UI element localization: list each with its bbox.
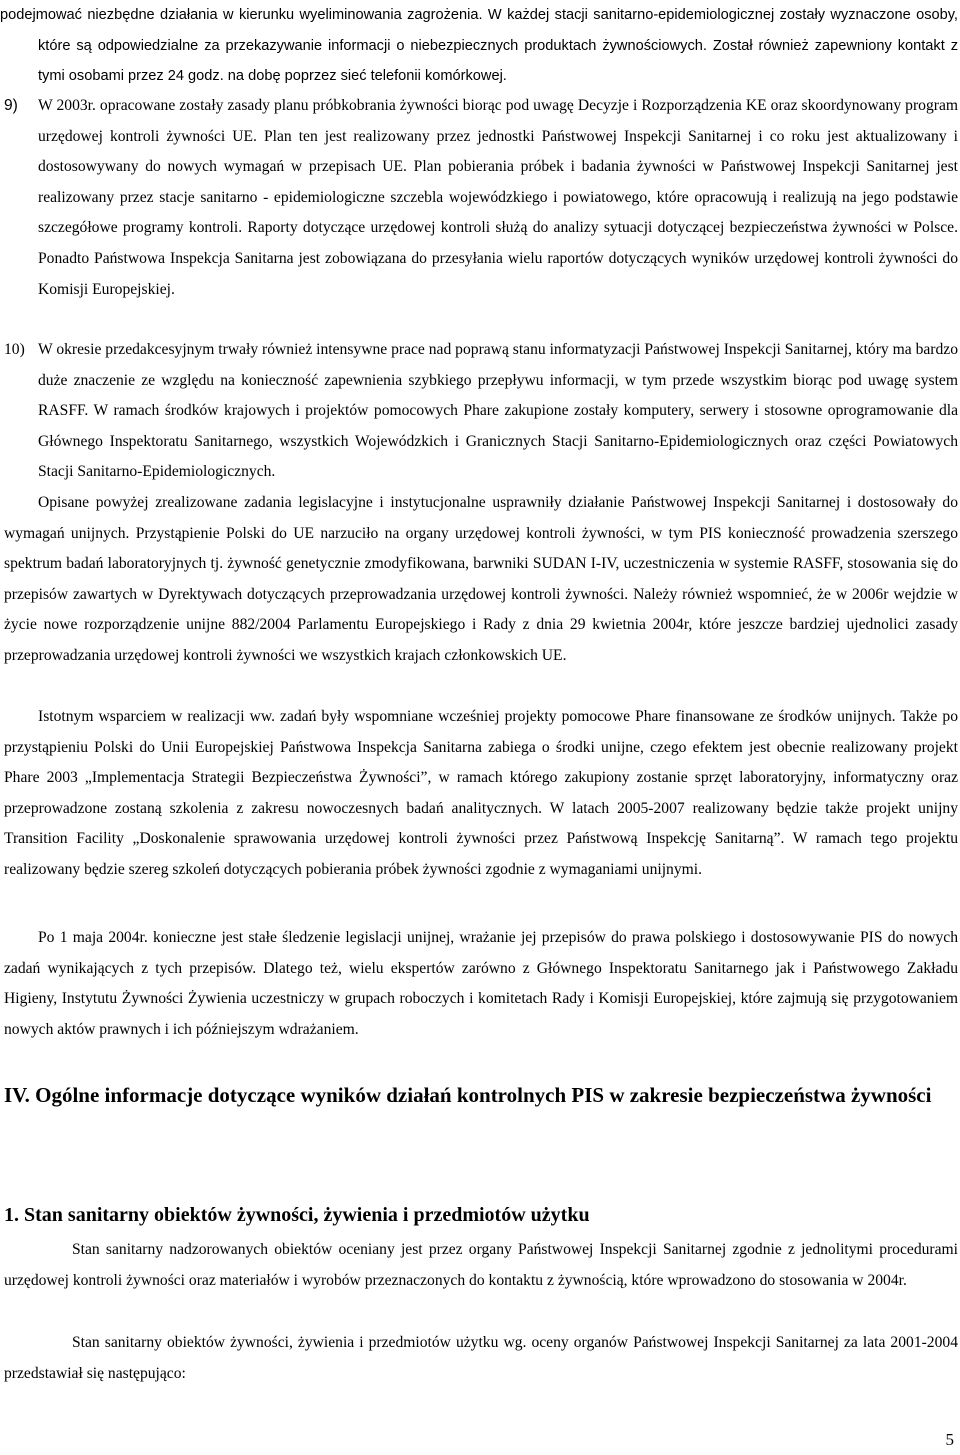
body-paragraph: Stan sanitarny obiektów żywności, żywienia i przedmiotów użytku wg. oceny organów Państwowej Inspekcji Sanitarnej za lata 2001-2004 przedstawiał się następująco: [4, 1334, 958, 1382]
section-heading: IV. Ogólne informacje dotyczące wyników działań kontrolnych PIS w zakresie bezpieczeństwa żywności [4, 1083, 932, 1107]
list-item-number: 9) [4, 97, 18, 114]
subsection-heading: 1. Stan sanitarny obiektów żywności, żywienia i przedmiotów użytku [4, 1204, 590, 1226]
body-paragraph: Opisane powyżej zrealizowane zadania legislacyjne i instytucjonalne usprawniły działanie Państwowej Inspekcji Sanitarnej i dostosowały do wymagań unijnych. Przystąpienie Polski do UE narzuciło na organy urzędowej kontroli żywności, w tym PIS konieczność prowadzenia szerszego spektrum badań laboratoryjnych tj. żywność genetycznie zmodyfikowana, barwniki SUDAN I-IV, uczestniczenia w systemie RASFF, stosowania się do przepisów zawartych w Dyrektywach dotyczących przeprowadzania urzędowej kontroli żywności. Należy również wspomnieć, że w 2006r wejdzie w życie nowe rozporządzenie unijne 882/2004 Parlamentu Europejskiego i Rady z dnia 29 kwietnia 2004r, które jeszcze bardziej ujednolici zasady przeprowadzania urzędowej kontroli żywności we wszystkich krajach członkowskich UE. [4, 494, 958, 664]
paragraph-continuation: podejmować niezbędne działania w kierunku wyeliminowania zagrożenia. W każdej stacji sanitarno-epidemiologicznej zostały wyznaczone osoby, które są odpowiedzialne za przekazywanie informacji o niebezpiecznych produktach żywnościowych. Został również zapewniony kontakt z tymi osobami przez 24 godz. na dobę poprzez sieć telefonii komórkowej. [0, 7, 958, 85]
list-item-text: W okresie przedakcesyjnym trwały również intensywne prace nad poprawą stanu informatyzacji Państwowej Inspekcji Sanitarnej, który ma bardzo duże znaczenie ze względu na konieczność zapewnienia szybkiego przepływu informacji, w tym przede wszystkim biorąc pod uwagę system RASFF. W ramach środków krajowych i projektów pomocowych Phare zakupione zostały komputery, serwery i stosowne oprogramowanie dla Głównego Inspektoratu Sanitarnego, wszystkich Wojewódzkich i Granicznych Stacji Sanitarno-Epidemiologicznych oraz części Powiatowych Stacji Sanitarno-Epidemiologicznych. [38, 341, 958, 481]
body-paragraph: Stan sanitarny nadzorowanych obiektów oceniany jest przez organy Państwowej Inspekcji Sanitarnej zgodnie z jednolitymi procedurami urzędowej kontroli żywności oraz materiałów i wyrobów przeznaczonych do kontaktu z żywnością, które wprowadzono do stosowania w 2004r. [4, 1241, 958, 1289]
list-item-text: W 2003r. opracowane zostały zasady planu próbkobrania żywności biorąc pod uwagę Decyzje i Rozporządzenia KE oraz skoordynowany program urzędowej kontroli żywności UE. Plan ten jest realizowany przez jednostki Państwowej Inspekcji Sanitarnej i co roku jest aktualizowany i dostosowywany do nowych wymagań w przepisach UE. Plan pobierania próbek i badania żywności w Państwowej Inspekcji Sanitarnej jest realizowany przez stacje sanitarno - epidemiologiczne szczebla wojewódzkiego i powiatowego, które opracowują i realizują na jego podstawie szczegółowe programy kontroli. Raporty dotyczące urzędowej kontroli służą do analizy sytuacji dotyczącej bezpieczeństwa żywności w Polsce. Ponadto Państwowa Inspekcja Sanitarna jest zobowiązana do przesyłania wielu raportów dotyczących wyników urzędowej kontroli żywności do Komisji Europejskiej. [38, 97, 958, 298]
list-item-number: 10) [4, 341, 25, 358]
page-number: 5 [945, 1430, 954, 1449]
body-paragraph: Istotnym wsparciem w realizacji ww. zadań były wspomniane wcześniej projekty pomocowe Phare finansowane ze środków unijnych. Także po przystąpieniu Polski do Unii Europejskiej Państwowa Inspekcja Sanitarna zabiega o środki unijne, czego efektem jest obecnie realizowany projekt Phare 2003 „Implementacja Strategii Bezpieczeństwa Żywności”, w ramach którego zakupiony zostanie sprzęt laboratoryjny, informatyczny oraz przeprowadzone zostaną szkolenia z zakresu nowoczesnych badań analitycznych. W latach 2005-2007 realizowany będzie także projekt unijny Transition Facility „Doskonalenie sprawowania urzędowej kontroli żywności przez Państwową Inspekcję Sanitarną”. W ramach tego projektu realizowany będzie szereg szkoleń dotyczących pobierania próbek żywności zgodnie z wymaganiami unijnymi. [4, 708, 958, 878]
body-paragraph: Po 1 maja 2004r. konieczne jest stałe śledzenie legislacji unijnej, wrażanie jej przepisów do prawa polskiego i dostosowywanie PIS do nowych zadań wynikających z tych przepisów. Dlatego też, wielu ekspertów zarówno z Głównego Inspektoratu Sanitarnego jak i Państwowego Zakładu Higieny, Instytutu Żywności Żywienia uczestniczy w grupach roboczych i komitetach Rady i Komisji Europejskiej, które zajmują się przygotowaniem nowych aktów prawnych i ich późniejszym wdrażaniem. [4, 929, 958, 1038]
